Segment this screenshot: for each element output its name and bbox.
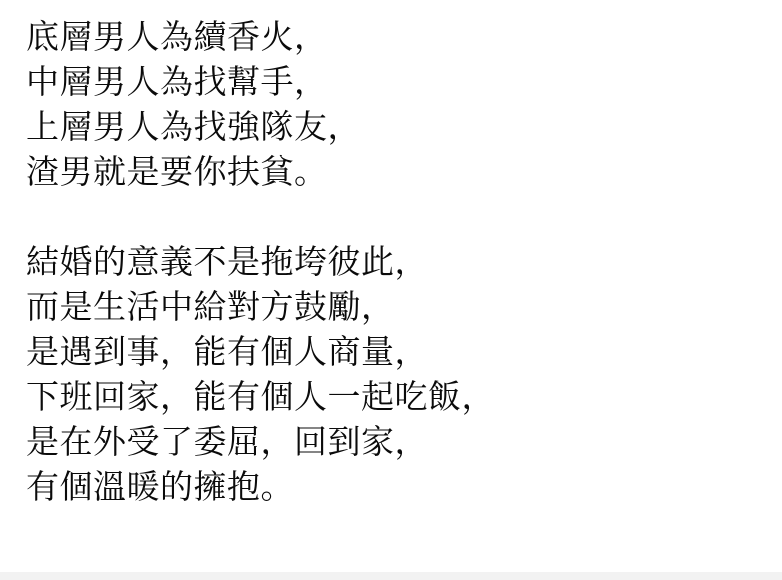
- bottom-edge-strip: [0, 572, 782, 580]
- text-line: 有個溫暖的擁抱。: [26, 467, 294, 506]
- text-line: 上層男人為找強隊友，: [26, 107, 361, 146]
- text-line: 而是生活中給對方鼓勵，: [26, 287, 395, 326]
- text-line: 渣男就是要你扶貧。: [26, 152, 328, 191]
- paragraph-1: [26, 14, 782, 194]
- text-line: 是在外受了委屈，回到家，: [26, 422, 428, 461]
- paragraph-2: [26, 239, 782, 509]
- text-line: 結婚的意義不是拖垮彼此，: [26, 242, 428, 281]
- text-line: 底層男人為續香火，: [26, 17, 328, 56]
- text-line: 是遇到事，能有個人商量，: [26, 332, 428, 371]
- paragraph-spacer: [26, 194, 782, 239]
- text-line: 中層男人為找幫手，: [26, 62, 328, 101]
- text-line: 下班回家，能有個人一起吃飯，: [26, 377, 495, 416]
